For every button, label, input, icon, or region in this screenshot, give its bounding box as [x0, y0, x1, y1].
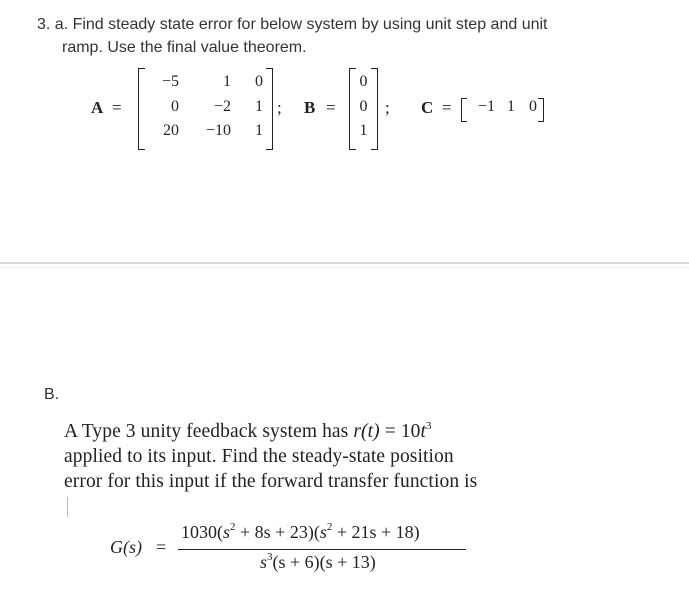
matrix-c-right-bracket [538, 98, 544, 122]
matrix-a-cell: 1 [223, 73, 231, 90]
separator-2: ; [385, 98, 390, 117]
question-line-2: ramp. Use the final value theorem. [62, 39, 307, 56]
transfer-function-numerator: $1030(s^2 + 8s + 23)(s^2 + 21s + 18)$ [181, 521, 420, 542]
matrix-a-cell: 0 [255, 73, 263, 90]
separator-1: ; [277, 98, 282, 117]
matrix-a-equals: = [112, 98, 122, 117]
matrix-b-right-bracket [371, 68, 378, 150]
question-line-1: 3. a. Find steady state error for below system by using unit step and unit [37, 16, 548, 33]
matrix-c-cell: 1 [507, 98, 515, 115]
matrix-a-cell: −2 [213, 98, 231, 115]
transfer-function-denominator: $s^3(s + 6)(s + 13)$ [260, 551, 376, 572]
matrix-c-equals: = [442, 98, 452, 117]
paragraph-line-2: applied to its input. Find the steady-state position [64, 446, 454, 467]
matrix-c-left-bracket [461, 98, 467, 122]
matrix-a-cell: −5 [161, 73, 179, 90]
matrix-a-cell: 0 [171, 98, 179, 115]
fraction-bar [178, 549, 466, 550]
matrix-c-cell: −1 [477, 98, 495, 115]
section-divider-shadow [0, 267, 689, 268]
paragraph-line-1: A Type 3 unity feedback system has $r(t) = 10t^3$ [64, 420, 432, 442]
matrix-b-left-bracket [349, 68, 356, 150]
matrix-b-cell: 1 [359, 122, 368, 139]
section-divider [0, 262, 689, 264]
matrix-a-right-bracket [266, 68, 273, 150]
matrix-b-cell: 0 [359, 98, 368, 115]
matrix-a-cell: 1 [255, 98, 263, 115]
matrix-a-cell: −10 [205, 122, 231, 139]
transfer-function-equals: = [156, 537, 167, 557]
matrix-a-cell: 20 [163, 122, 179, 139]
matrix-b-equals: = [326, 98, 336, 117]
paragraph-line-3: error for this input if the forward transfer function is [64, 471, 478, 492]
text-cursor [67, 497, 68, 517]
matrix-c-cell: 0 [529, 98, 537, 115]
matrix-b-symbol: B [304, 98, 316, 117]
matrix-a-symbol: A [91, 98, 104, 117]
part-b-label: B. [44, 386, 60, 403]
matrix-a-left-bracket [138, 68, 145, 150]
matrix-c-symbol: C [421, 98, 434, 117]
matrix-b-cell: 0 [359, 73, 368, 90]
transfer-function-label: G(s) [110, 537, 142, 557]
matrix-a-cell: 1 [255, 122, 263, 139]
